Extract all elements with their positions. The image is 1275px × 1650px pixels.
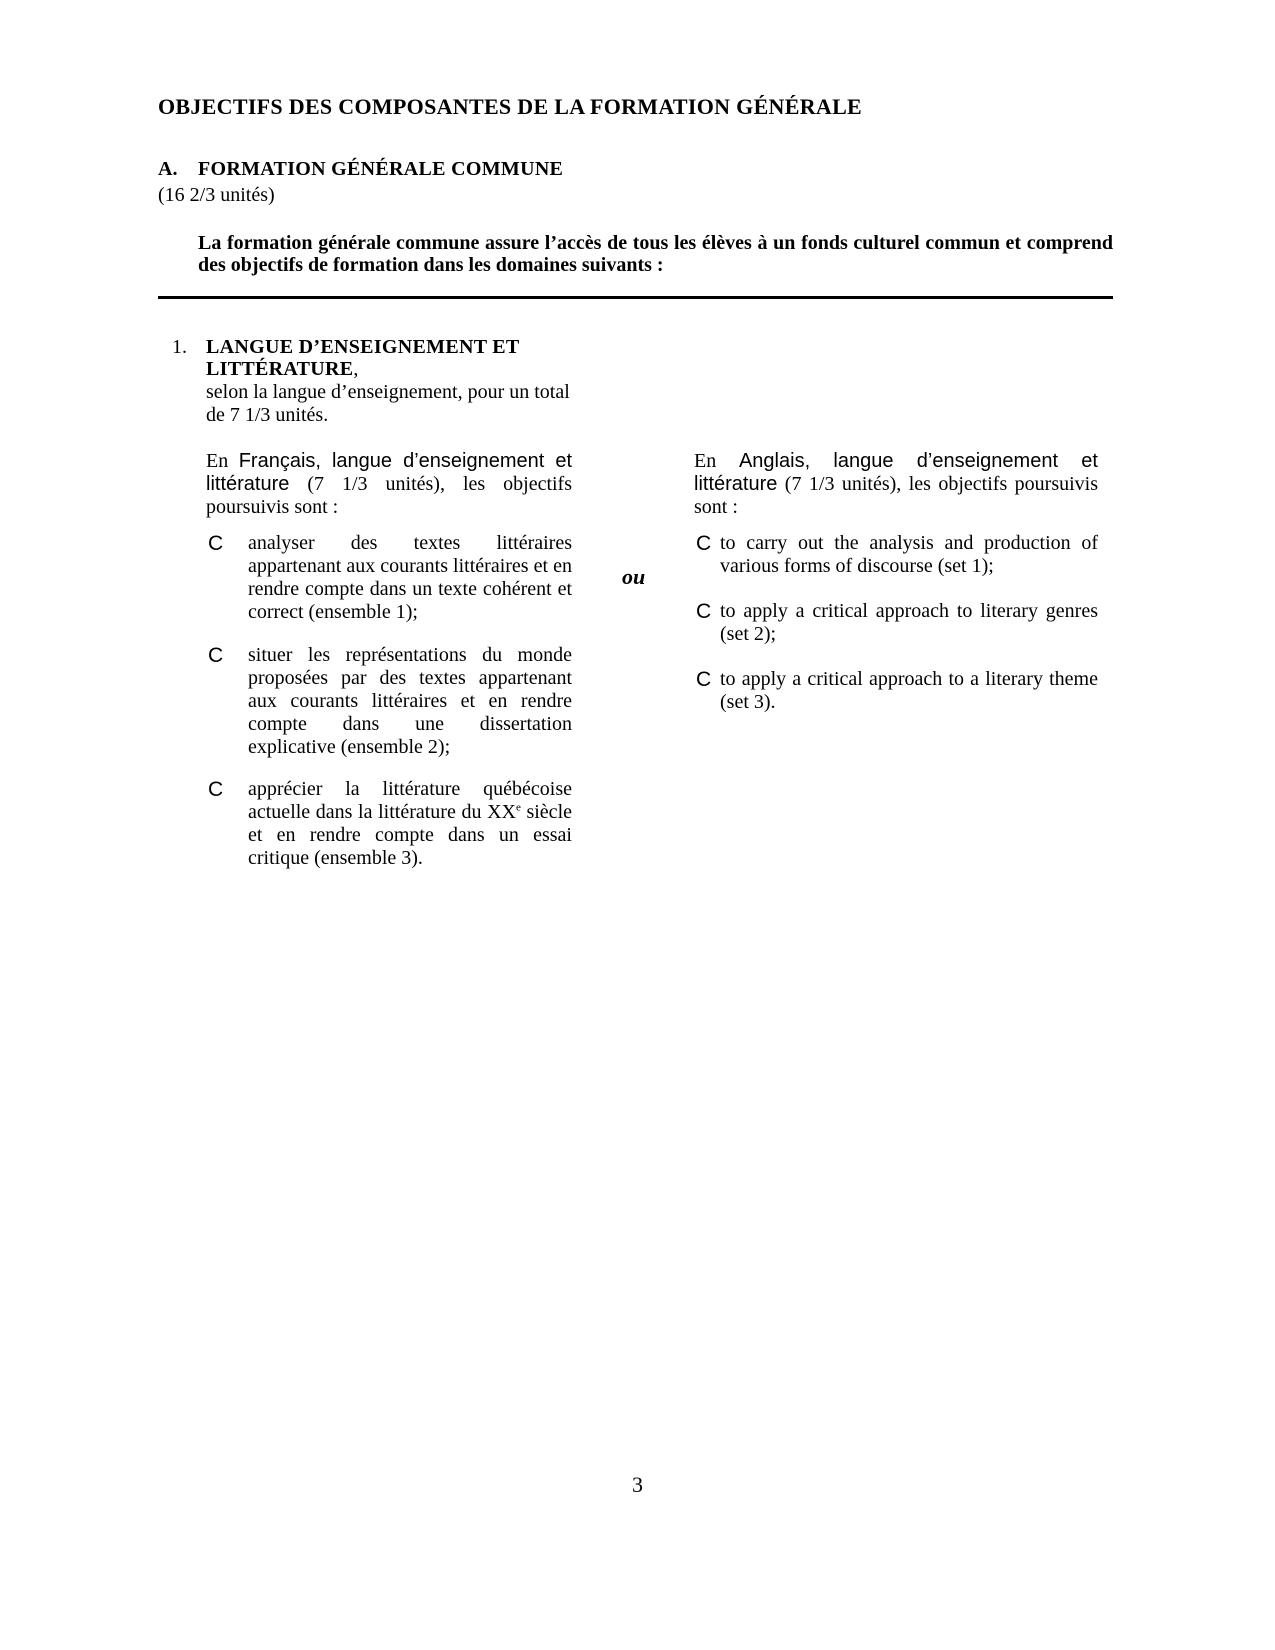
french-objective-2: situer les représentations du monde proposées par des textes appartenant aux courants littéraires et en rendre compte dans une dissertation explicative (ensemble 2);: [248, 644, 572, 758]
subsection-description: selon la langue d’enseignement, pour un total de 7 1/3 unités.: [206, 381, 570, 426]
subsection-title: [206, 336, 576, 380]
french-objective-1: analyser des textes littéraires appartenant aux courants littéraires et en rendre compte dans un texte cohérent et correct (ensemble 1);: [248, 532, 572, 623]
bullet-icon: C: [696, 668, 712, 691]
english-intro: [694, 450, 1098, 519]
connector-ou: ou: [622, 564, 646, 589]
french-intro-subject: Français, langue d’enseignement et littérature: [206, 450, 572, 495]
french-objective-3-part-1: apprécier la littérature québécoise actuelle dans la littérature du XX: [248, 778, 572, 823]
english-objective-1: to carry out the analysis and production of various forms of discourse (set 1);: [720, 532, 1098, 577]
bullet-icon: C: [696, 532, 712, 555]
subsection-title-comma: ,: [353, 358, 359, 380]
english-intro-suffix: (7 1/3 unités), les objectifs poursuivis sont :: [694, 473, 1098, 518]
english-intro-subject: Anglais, langue d’enseignement et littérature: [694, 450, 1098, 495]
horizontal-rule: [158, 296, 1113, 299]
section-letter: A.: [158, 158, 178, 180]
section-title: FORMATION GÉNÉRALE COMMUNE: [198, 158, 564, 180]
section-intro: La formation générale commune assure l’accès de tous les élèves à un fonds culturel commun et comprend des objectifs de formation dans les domaines suivants :: [198, 232, 1113, 276]
section-units: (16 2/3 unités): [158, 184, 275, 206]
bullet-icon: C: [208, 778, 224, 801]
page-number: 3: [632, 1472, 643, 1497]
english-objective-3: to apply a critical approach to a literary theme (set 3).: [720, 668, 1098, 713]
superscript-e: e: [515, 801, 521, 814]
french-objective-3-part-2: siècle et en rendre compte dans un essai critique (ensemble 3).: [248, 801, 572, 869]
bullet-icon: C: [696, 600, 712, 623]
english-intro-prefix: En: [694, 450, 739, 472]
subsection-number: 1.: [172, 336, 187, 358]
bullet-icon: C: [208, 644, 224, 667]
french-intro-suffix: (7 1/3 unités), les objectifs poursuivis sont :: [206, 473, 572, 518]
page-title: OBJECTIFS DES COMPOSANTES DE LA FORMATION GÉNÉRALE: [158, 94, 863, 119]
bullet-icon: C: [208, 532, 224, 555]
french-intro-prefix: En: [206, 450, 239, 472]
french-objective-3: [248, 778, 572, 870]
subsection-title-text: LANGUE D’ENSEIGNEMENT ET LITTÉRATURE: [206, 336, 520, 380]
french-intro: [206, 450, 572, 519]
english-objective-2: to apply a critical approach to literary genres (set 2);: [720, 600, 1098, 645]
